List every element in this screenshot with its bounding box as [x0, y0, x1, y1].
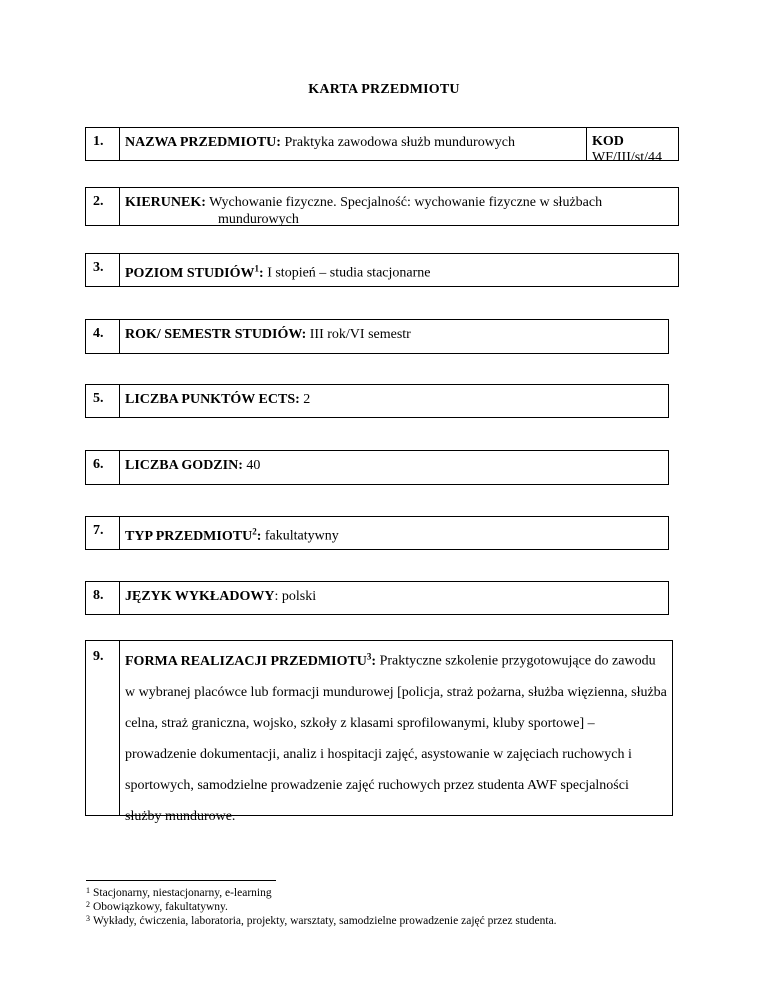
row-language — [85, 581, 669, 615]
code-cell — [586, 128, 678, 165]
footnote-text: Wykłady, ćwiczenia, laboratoria, projekty, warsztaty, samodzielne prowadzenie zajęć przez studenta. — [93, 915, 557, 927]
field-value-continued: mundurowych — [218, 212, 299, 227]
year-semester-cell — [120, 320, 668, 353]
field-label: NAZWA PRZEDMIOTU: — [125, 135, 281, 150]
language-cell — [120, 582, 668, 614]
row-course-name — [85, 127, 679, 165]
course-type-cell — [120, 517, 668, 549]
row-number: 2. — [86, 188, 120, 225]
row-number: 1. — [86, 128, 120, 160]
hours-cell — [120, 451, 668, 484]
footnote-mark: 2 — [86, 900, 90, 909]
field-label: JĘZYK WYKŁADOWY — [125, 589, 275, 604]
row-field-of-study — [85, 187, 679, 226]
field-label: LICZBA PUNKTÓW ECTS: — [125, 392, 300, 407]
footnote-ref[interactable]: 3 — [366, 651, 372, 661]
field-label-colon: : — [256, 528, 262, 544]
footnote-ref[interactable]: 2 — [252, 526, 257, 536]
row-hours — [85, 450, 669, 485]
row-number: 9. — [86, 641, 120, 815]
row-ects — [85, 384, 669, 418]
page-title: KARTA PRZEDMIOTU — [308, 82, 460, 97]
row-number: 4. — [86, 320, 120, 353]
course-name-cell — [120, 128, 586, 160]
code-value: WF/III/st/44 — [592, 150, 662, 165]
field-of-study-cell — [120, 188, 678, 225]
row-number: 6. — [86, 451, 120, 484]
field-value: Praktyka zawodowa służb mundurowych — [280, 135, 516, 150]
field-label: KIERUNEK: — [125, 195, 206, 210]
footnote-ref[interactable]: 1 — [254, 263, 260, 273]
row-year-semester — [85, 319, 669, 354]
footnote-mark: 3 — [86, 914, 90, 923]
row-study-level — [85, 253, 679, 287]
field-value: III rok/VI semestr — [306, 327, 411, 342]
field-value: : polski — [274, 589, 317, 604]
delivery-form-cell — [120, 641, 672, 824]
field-label: TYP PRZEDMIOTU — [125, 528, 253, 544]
field-label: ROK/ SEMESTR STUDIÓW: — [125, 327, 307, 342]
field-label-colon: : — [371, 653, 377, 669]
field-label: LICZBA GODZIN: — [125, 458, 243, 473]
footnote-divider — [86, 880, 276, 881]
field-value: Praktyczne szkolenie przygotowujące do zawodu w wybranej placówce lub formacji mundurowej [policja, straż pożarna, służba więzienna, służba celna, straż graniczna, wojsko, szkoły z klasami sprofilowanymi, kluby sportowe] – prowadzenie dokumentacji, analiz i hospitacji zajęć, asystowanie w zajęciach ruchowych i sportowych, samodzielne prowadzenie zajęć ruchowych przez studenta AWF specjalności służby mundurowe. — [125, 653, 667, 824]
footnote — [86, 912, 557, 928]
field-value: 40 — [242, 458, 261, 473]
field-value: Wychowanie fizyczne. Specjalność: wychowanie fizyczne w służbach — [205, 195, 603, 210]
field-label: FORMA REALIZACJI PRZEDMIOTU — [125, 653, 367, 669]
field-label-colon: : — [259, 265, 264, 281]
row-number: 7. — [86, 517, 120, 549]
footnote-text: Obowiązkowy, fakultatywny. — [93, 901, 228, 913]
row-course-type — [85, 516, 669, 550]
row-delivery-form — [85, 640, 673, 824]
footnote-text: Stacjonarny, niestacjonarny, e-learning — [93, 887, 272, 899]
ects-cell — [120, 385, 668, 417]
field-value: fakultatywny — [261, 528, 339, 544]
row-number: 5. — [86, 385, 120, 417]
field-value: I stopień – studia stacjonarne — [263, 265, 431, 281]
row-number: 3. — [86, 254, 120, 286]
code-label: KOD — [592, 134, 624, 149]
row-number: 8. — [86, 582, 120, 614]
study-level-cell — [120, 254, 678, 286]
field-label: POZIOM STUDIÓW — [125, 265, 255, 281]
footnote-mark: 1 — [86, 886, 90, 895]
field-value: 2 — [299, 392, 311, 407]
